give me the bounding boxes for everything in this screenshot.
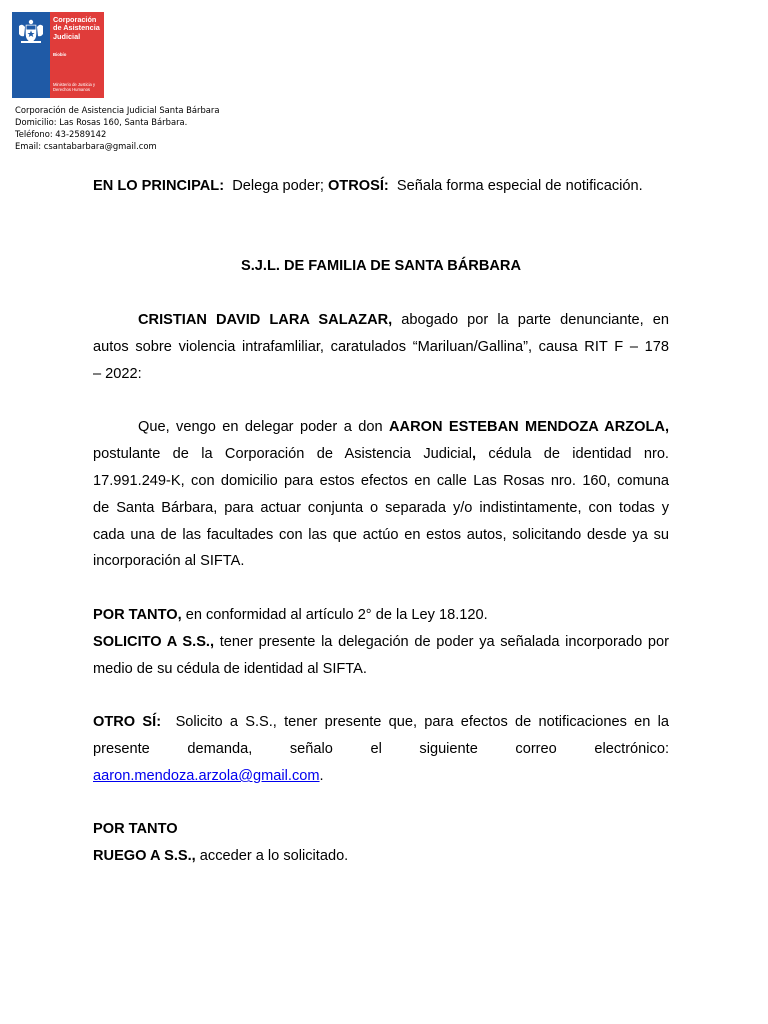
- closing-por-tanto-label: POR TANTO: [93, 821, 178, 837]
- coat-of-arms-icon: [15, 17, 47, 45]
- body-line-1-start: Que, vengo en delegar poder a don: [138, 419, 383, 435]
- otrosi-label: OTROSÍ:: [327, 178, 389, 194]
- intro-line-1-rest: abogado por la parte denunciante, en: [401, 312, 669, 328]
- intro-line-1: [93, 312, 669, 328]
- solicito-line-1: [93, 634, 669, 650]
- principal-text: Delega poder;: [232, 178, 324, 194]
- intro-line-2: autos sobre violencia intrafamliliar, caratulados “Mariluan/Gallina”, causa RIT F – 178: [93, 339, 669, 355]
- org-info-phone: Teléfono: 43-2589142: [15, 129, 107, 139]
- logo-ministry: Ministerio de Justicia y Derechos Humanos: [53, 82, 96, 92]
- intro-line-3: – 2022:: [93, 366, 142, 382]
- body-line-2: [93, 446, 669, 462]
- court-name: S.J.L. DE FAMILIA DE SANTA BÁRBARA: [241, 258, 521, 274]
- otro-si-label: OTRO SÍ:: [93, 714, 162, 730]
- otrosi-text: Señala forma especial de notificación.: [396, 178, 643, 194]
- body-line-1: [93, 419, 669, 435]
- body-line-5: cada una de las facultades con las que actúo en estos autos, solicitando desde ya su: [93, 527, 669, 543]
- logo-region: Biobío: [53, 52, 67, 57]
- org-info-email: Email: csantabarbara@gmail.com: [15, 141, 157, 151]
- lawyer-name: CRISTIAN DAVID LARA SALAZAR,: [138, 312, 393, 328]
- ruego-label: RUEGO A S.S.,: [93, 848, 196, 864]
- body-line-4: de Santa Bárbara, para actuar conjunta o separada y/o indistintamente, con todas y: [93, 500, 669, 516]
- email-period: .: [319, 768, 324, 784]
- solicito-line-2: medio de su cédula de identidad al SIFTA.: [93, 661, 367, 677]
- otro-si-line-2: presente demanda, señalo el siguiente correo electrónico:: [93, 741, 669, 757]
- por-tanto-line: [93, 607, 669, 623]
- otro-si-line-3: [93, 768, 669, 784]
- email-link[interactable]: aaron.mendoza.arzola@gmail.com: [93, 768, 320, 784]
- ruego-text: acceder a lo solicitado.: [199, 848, 349, 864]
- solicito-text: tener presente la delegación de poder ya señalada incorporado por: [219, 634, 669, 650]
- summary-line: [93, 178, 669, 194]
- otro-si-line-1: [93, 714, 669, 730]
- ruego-line: [93, 848, 669, 864]
- body-line-2-comma: ,: [472, 446, 477, 462]
- solicito-label: SOLICITO A S.S.,: [93, 634, 215, 650]
- por-tanto-label: POR TANTO,: [93, 607, 182, 623]
- body-line-6: incorporación al SIFTA.: [93, 553, 245, 569]
- logo-org-name: Corporación de Asistencia Judicial: [53, 15, 100, 41]
- delegate-name: AARON ESTEBAN MENDOZA ARZOLA,: [389, 419, 670, 435]
- por-tanto-text: en conformidad al artículo 2° de la Ley 18.120.: [185, 607, 488, 623]
- closing-por-tanto: [93, 821, 669, 837]
- otro-si-text: Solicito a S.S., tener presente que, para efectos de notificaciones en la: [175, 714, 670, 730]
- body-line-3: 17.991.249-K, con domicilio para estos efectos en calle Las Rosas nro. 160, comuna: [93, 473, 669, 489]
- org-info-block: [15, 104, 220, 152]
- org-info-name: Corporación de Asistencia Judicial Santa Bárbara: [15, 105, 220, 115]
- institution-logo: [12, 12, 104, 98]
- court-heading: [93, 258, 669, 274]
- org-info-address: Domicilio: Las Rosas 160, Santa Bárbara.: [15, 117, 188, 127]
- body-line-2-end: cédula de identidad nro.: [488, 446, 669, 462]
- body-line-2-start: postulante de la Corporación de Asistencia Judicial: [93, 446, 472, 462]
- principal-label: EN LO PRINCIPAL:: [93, 178, 225, 194]
